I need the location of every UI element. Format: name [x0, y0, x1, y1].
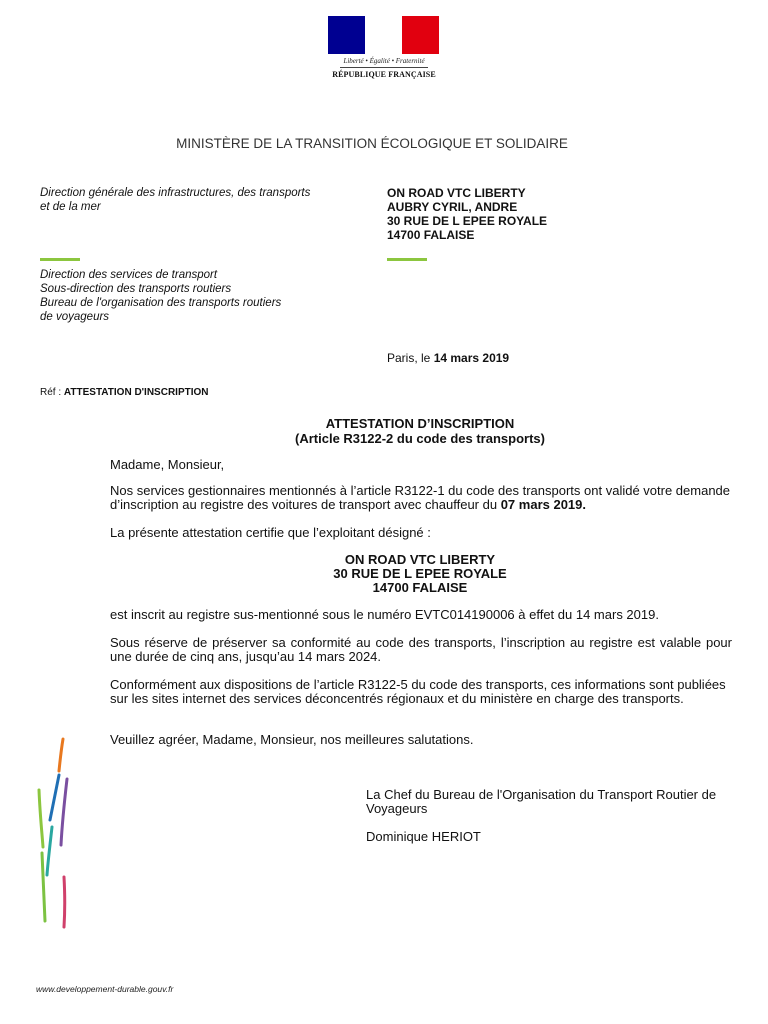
services-line: Bureau de l'organisation des transports routiers	[40, 297, 282, 309]
dateline-date: 14 mars 2019	[433, 351, 510, 365]
paragraph-publication: Conformément aux dispositions de l’article R3122-5 du code des transports, ces informations sont publiées sur les sites internet des services déconcentrés régionaux et du ministère en charge des transports.	[110, 677, 726, 706]
paragraph-validity: Sous réserve de préserver sa conformité au code des transports, l’inscription au registre est valable pour une durée de cinq ans, jusqu’au 14 mars 2024.	[110, 635, 732, 664]
closing-formula: Veuillez agréer, Madame, Monsieur, nos meilleures salutations.	[110, 732, 474, 747]
reference-value: ATTESTATION D'INSCRIPTION	[63, 387, 209, 398]
paragraph-validation	[110, 484, 732, 512]
recipient-address	[387, 186, 547, 242]
marianne-icon	[352, 18, 412, 54]
recipient-line: 14700 FALAISE	[387, 228, 475, 242]
title-line: ATTESTATION D’INSCRIPTION	[325, 416, 515, 431]
validation-date: 07 mars 2019.	[500, 497, 586, 512]
signatory-title: La Chef du Bureau de l'Organisation du Transport Routier de Voyageurs	[366, 787, 717, 816]
reference-label: Réf :	[40, 387, 64, 398]
signatory-name: Dominique HERIOT	[366, 829, 481, 844]
republic-name: RÉPUBLIQUE FRANÇAISE	[332, 70, 436, 79]
dateline-prefix: Paris, le	[387, 351, 434, 365]
operator-line: ON ROAD VTC LIBERTY	[344, 552, 496, 567]
sender-line: Direction générale des infrastructures, des transports	[40, 187, 311, 199]
decorative-color-strokes	[30, 735, 80, 935]
sender-direction-generale	[40, 186, 370, 214]
recipient-line: 30 RUE DE L EPEE ROYALE	[387, 214, 548, 228]
dateline	[387, 351, 509, 365]
sender-line: et de la mer	[40, 201, 101, 213]
green-divider-right	[387, 258, 427, 261]
subtitle-line: (Article R3122-2 du code des transports)	[295, 431, 545, 446]
operator-line: 30 RUE DE L EPEE ROYALE	[333, 566, 507, 581]
logo-divider	[340, 67, 428, 68]
services-line: Sous-direction des transports routiers	[40, 283, 232, 295]
ministry-name: MINISTÈRE DE LA TRANSITION ÉCOLOGIQUE ET SOLIDAIRE	[176, 136, 568, 151]
reference-line	[40, 387, 209, 398]
sender-services	[40, 268, 340, 324]
operator-address	[0, 553, 768, 595]
recipient-line: ON ROAD VTC LIBERTY	[387, 186, 526, 200]
paragraph-text: Nos services gestionnaires mentionnés à l’article R3122-1 du code des transports ont validé votre demande d’inscription au registre des voitures de transport avec chauffeur du	[110, 483, 731, 512]
services-line: de voyageurs	[40, 311, 110, 323]
republic-motto: Liberté • Égalité • Fraternité	[343, 57, 425, 65]
paragraph-certifies: La présente attestation certifie que l’exploitant désigné :	[110, 525, 431, 540]
recipient-line: AUBRY CYRIL, ANDRE	[387, 200, 518, 214]
paragraph-registration-number: est inscrit au registre sus-mentionné sous le numéro EVTC014190006 à effet du 14 mars 2019.	[110, 607, 659, 622]
salutation: Madame, Monsieur,	[110, 457, 225, 472]
services-line: Direction des services de transport	[40, 269, 218, 281]
operator-line: 14700 FALAISE	[372, 580, 468, 595]
document-title	[0, 416, 768, 446]
republique-francaise-logo	[328, 16, 440, 82]
green-divider-left	[40, 258, 80, 261]
footer-website: www.developpement-durable.gouv.fr	[36, 984, 174, 994]
